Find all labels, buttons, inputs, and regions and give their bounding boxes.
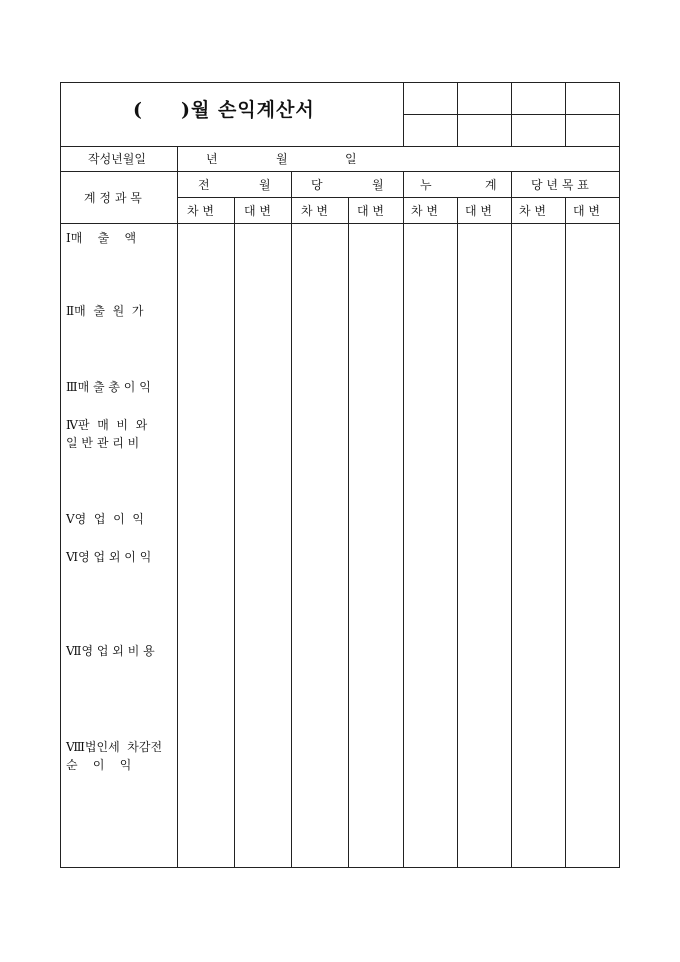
border-top bbox=[60, 82, 620, 83]
period-header-bottom bbox=[177, 197, 620, 198]
col-divider-1 bbox=[234, 197, 235, 868]
approval-col-2 bbox=[457, 82, 458, 146]
col-divider-6 bbox=[511, 171, 512, 868]
date-month: 월 bbox=[276, 152, 288, 166]
account-non-operating-expenses: Ⅶ영 업 외 비 용 bbox=[66, 644, 155, 658]
prev-month-header-b: 월 bbox=[259, 178, 271, 192]
current-month-header-a: 당 bbox=[311, 178, 323, 192]
approval-col-1 bbox=[403, 82, 404, 146]
account-sales: Ⅰ매 출 액 bbox=[66, 231, 137, 245]
debit-header: 차 변 bbox=[411, 204, 438, 218]
col-divider-5 bbox=[457, 197, 458, 868]
credit-header: 대 변 bbox=[357, 204, 384, 218]
approval-col-4 bbox=[565, 82, 566, 146]
cumulative-header-a: 누 bbox=[420, 178, 432, 192]
account-cost-of-sales: Ⅱ매 출 원 가 bbox=[66, 304, 144, 318]
cumulative-header-b: 계 bbox=[485, 178, 497, 192]
header-bottom bbox=[60, 223, 620, 224]
approval-col-3 bbox=[511, 82, 512, 146]
date-row-bottom bbox=[60, 171, 620, 172]
prev-month-header-a: 전 bbox=[198, 178, 210, 192]
date-label: 작성년월일 bbox=[88, 152, 146, 166]
title-paren: ( bbox=[133, 99, 143, 121]
account-gross-profit: Ⅲ매 출 총 이 익 bbox=[66, 380, 151, 394]
account-operating-income: Ⅴ영 업 이 익 bbox=[66, 512, 144, 526]
col-divider-3 bbox=[348, 197, 349, 868]
account-pretax-line2: 순 이 익 bbox=[66, 758, 132, 772]
account-col-divider bbox=[177, 171, 178, 868]
credit-header: 대 변 bbox=[573, 204, 600, 218]
account-sga-line2: 일 반 관 리 비 bbox=[66, 436, 140, 450]
date-day: 일 bbox=[345, 152, 357, 166]
col-divider-7 bbox=[565, 197, 566, 868]
title-row-bottom bbox=[60, 146, 620, 147]
col-divider-4 bbox=[403, 171, 404, 868]
border-bottom bbox=[60, 867, 620, 868]
page-title: )월 손익계산서 bbox=[181, 99, 315, 121]
current-month-header-b: 월 bbox=[372, 178, 384, 192]
credit-header: 대 변 bbox=[465, 204, 492, 218]
col-divider-2 bbox=[291, 171, 292, 868]
account-pretax-line1: Ⅷ법인세 차감전 bbox=[66, 740, 163, 754]
debit-header: 차 변 bbox=[519, 204, 546, 218]
debit-header: 차 변 bbox=[301, 204, 328, 218]
annual-target-header: 당 년 목 표 bbox=[531, 178, 589, 192]
credit-header: 대 변 bbox=[244, 204, 271, 218]
account-non-operating-income: Ⅵ영 업 외 이 익 bbox=[66, 550, 152, 564]
date-year: 년 bbox=[206, 152, 218, 166]
date-label-divider bbox=[177, 146, 178, 171]
debit-header: 차 변 bbox=[187, 204, 214, 218]
border-left bbox=[60, 82, 61, 868]
account-sga-line1: Ⅳ판 매 비 와 bbox=[66, 418, 148, 432]
account-header: 계 정 과 목 bbox=[84, 191, 142, 205]
border-right bbox=[619, 82, 620, 868]
